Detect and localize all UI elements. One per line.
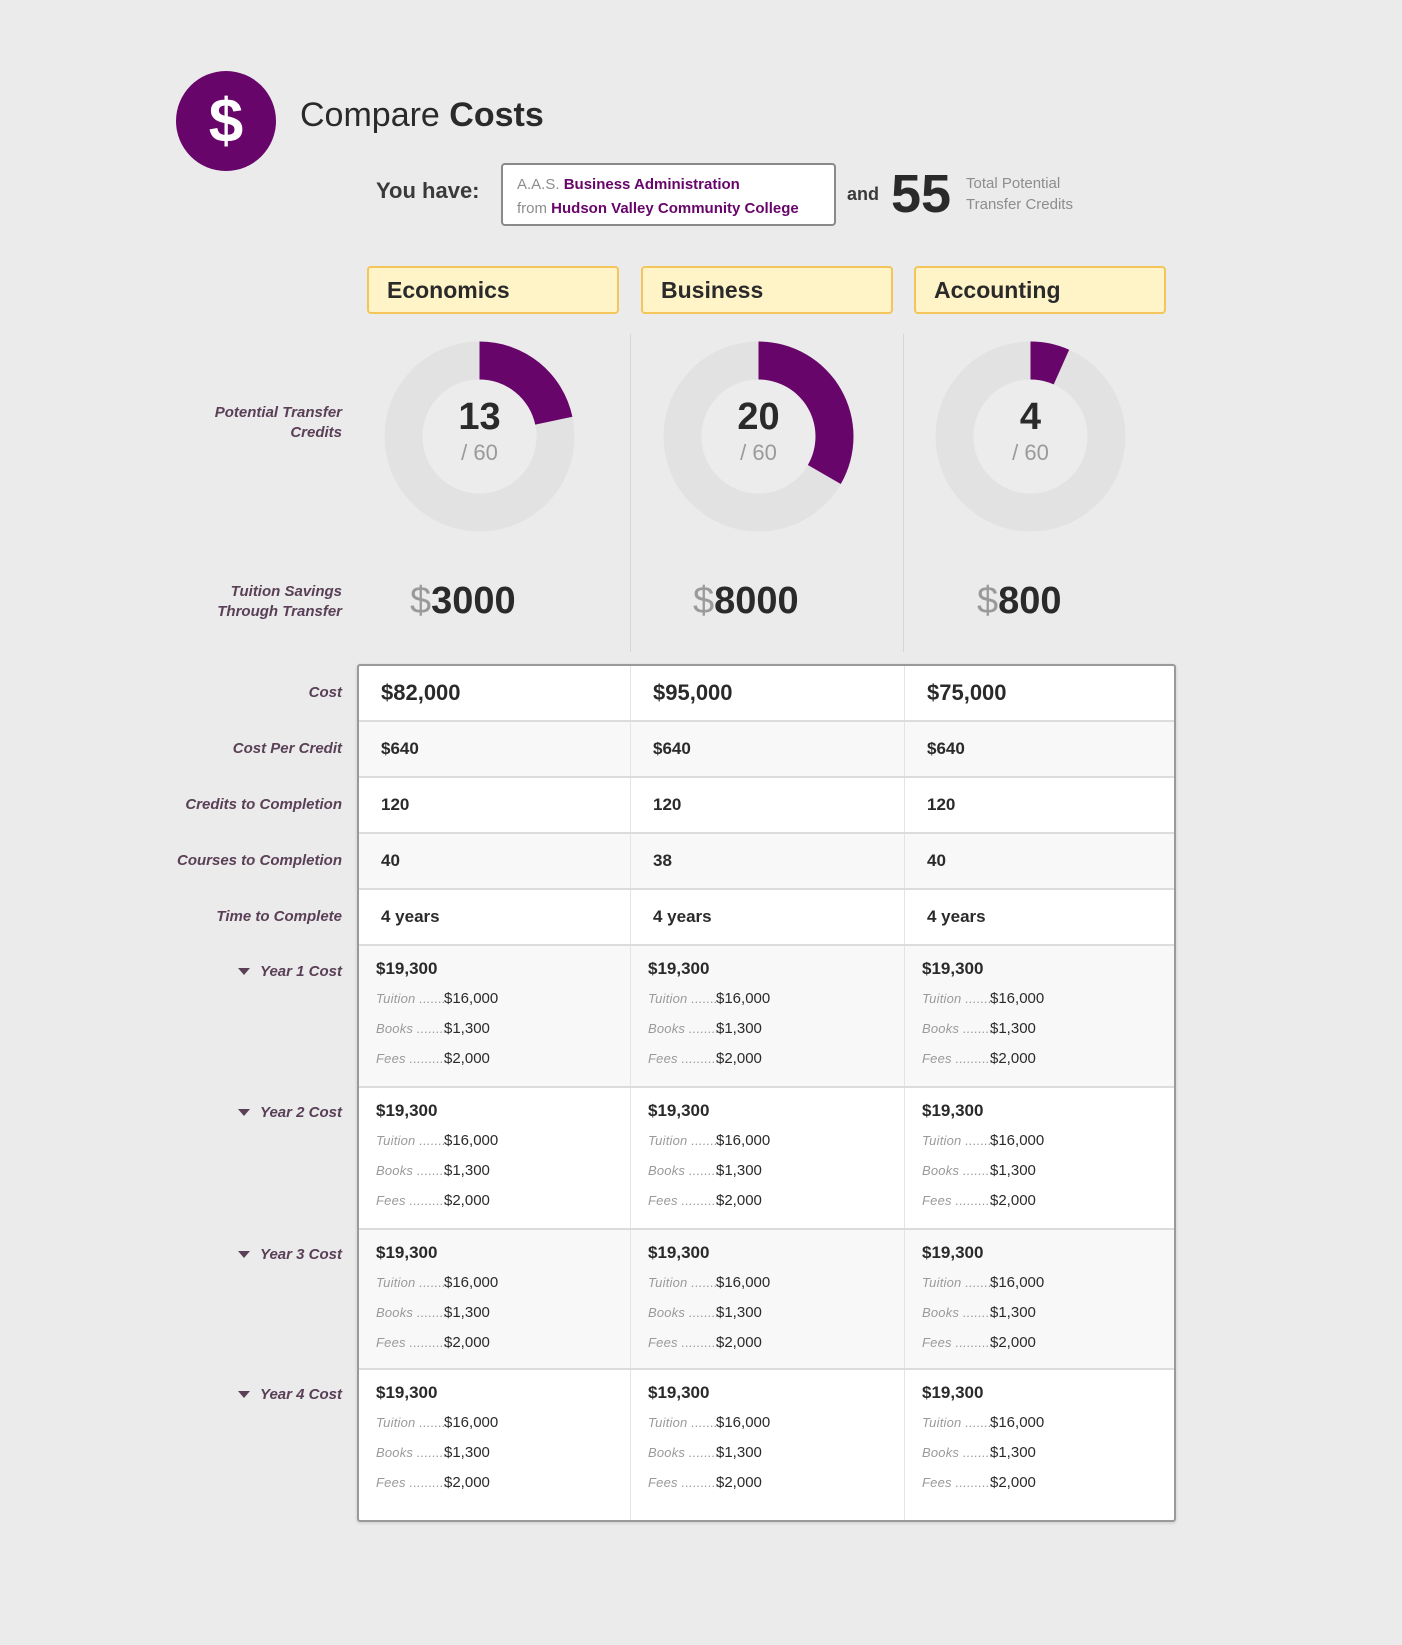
fees-value: $2,000 bbox=[444, 1334, 490, 1351]
fees-line bbox=[648, 1050, 762, 1067]
credits-to-completion-value: 120 bbox=[927, 795, 956, 814]
tuition-line bbox=[376, 1414, 498, 1431]
tuition-value: $16,000 bbox=[716, 1274, 771, 1291]
tuition-label: Tuition ....... bbox=[922, 1133, 992, 1148]
year-total: $19,300 bbox=[922, 1243, 984, 1262]
table-cell bbox=[359, 778, 631, 832]
fees-value: $2,000 bbox=[990, 1050, 1036, 1067]
year-total: $19,300 bbox=[376, 1383, 438, 1402]
books-value: $1,300 bbox=[990, 1304, 1036, 1321]
books-label: Books ........ bbox=[648, 1445, 720, 1460]
total-credits-label-line1: Total Potential bbox=[966, 175, 1061, 192]
you-have-label: You have: bbox=[376, 178, 480, 203]
year-total: $19,300 bbox=[922, 1383, 984, 1402]
fees-label: Fees .......... bbox=[376, 1051, 448, 1066]
tuition-value: $16,000 bbox=[990, 1132, 1045, 1149]
cost-per-credit-value: $640 bbox=[653, 739, 691, 758]
books-value: $1,300 bbox=[716, 1162, 762, 1179]
chevron-down-icon bbox=[238, 1391, 250, 1398]
tuition-value: $16,000 bbox=[716, 990, 771, 1007]
fees-label: Fees .......... bbox=[922, 1475, 994, 1490]
table-cell bbox=[359, 1370, 631, 1520]
books-line bbox=[922, 1162, 1036, 1179]
tuition-value: $16,000 bbox=[990, 990, 1045, 1007]
row-label-time-to-complete: Time to Complete bbox=[216, 908, 342, 925]
savings-amount: 3000 bbox=[431, 580, 516, 622]
table-cell bbox=[631, 1230, 905, 1368]
books-line bbox=[648, 1020, 762, 1037]
row-label-savings-line1: Tuition Savings bbox=[230, 583, 342, 600]
credits-donut-economics bbox=[383, 340, 576, 533]
savings-amount: 800 bbox=[998, 580, 1062, 622]
books-label: Books ........ bbox=[648, 1021, 720, 1036]
comparison-table bbox=[357, 664, 1176, 1522]
fees-value: $2,000 bbox=[444, 1192, 490, 1209]
row-label-savings bbox=[217, 582, 342, 622]
row-label-savings-line2: Through Transfer bbox=[217, 603, 342, 620]
fees-value: $2,000 bbox=[716, 1192, 762, 1209]
tuition-value: $16,000 bbox=[444, 1274, 499, 1291]
year-total: $19,300 bbox=[376, 1101, 438, 1120]
table-cell bbox=[359, 722, 631, 776]
credits-to-completion-value: 120 bbox=[653, 795, 682, 814]
year-total: $19,300 bbox=[376, 959, 438, 978]
tuition-label: Tuition ....... bbox=[376, 991, 446, 1006]
page-title-bold: Costs bbox=[449, 96, 544, 134]
books-value: $1,300 bbox=[716, 1304, 762, 1321]
time-to-complete-value: 4 years bbox=[653, 907, 712, 926]
table-row-cost bbox=[359, 666, 1174, 722]
tuition-label: Tuition ....... bbox=[922, 1415, 992, 1430]
cost-value: $95,000 bbox=[653, 680, 733, 705]
tuition-value: $16,000 bbox=[990, 1414, 1045, 1431]
books-label: Books ........ bbox=[376, 1445, 448, 1460]
fees-label: Fees .......... bbox=[376, 1193, 448, 1208]
major-tab-business[interactable]: Business bbox=[641, 266, 893, 314]
books-value: $1,300 bbox=[444, 1162, 490, 1179]
tuition-line bbox=[648, 1274, 770, 1291]
credits-of-total: / 60 bbox=[461, 439, 498, 465]
major-tab-economics[interactable]: Economics bbox=[367, 266, 619, 314]
books-value: $1,300 bbox=[990, 1162, 1036, 1179]
books-value: $1,300 bbox=[444, 1020, 490, 1037]
table-cell bbox=[631, 666, 905, 720]
total-credits-label bbox=[966, 173, 1096, 215]
tuition-line bbox=[922, 1414, 1044, 1431]
table-cell bbox=[631, 1370, 905, 1520]
savings-business bbox=[693, 580, 799, 623]
row-label-courses-to-completion: Courses to Completion bbox=[176, 852, 342, 869]
fees-label: Fees .......... bbox=[922, 1193, 994, 1208]
row-label-transfer-credits-line1: Potential Transfer bbox=[214, 404, 342, 421]
books-label: Books ........ bbox=[922, 1163, 994, 1178]
table-row-credits-to-completion bbox=[359, 778, 1174, 834]
fees-line bbox=[376, 1334, 490, 1351]
page-title-prefix: Compare bbox=[300, 96, 440, 134]
books-value: $1,300 bbox=[716, 1020, 762, 1037]
row-label-year4-text: Year 4 Cost bbox=[260, 1386, 342, 1403]
books-label: Books ........ bbox=[922, 1021, 994, 1036]
table-cell bbox=[905, 1370, 1174, 1520]
table-row-year1 bbox=[359, 946, 1174, 1088]
fees-value: $2,000 bbox=[444, 1050, 490, 1067]
table-row-time-to-complete bbox=[359, 890, 1174, 946]
dollar-logo-icon bbox=[176, 71, 276, 171]
books-label: Books ........ bbox=[922, 1445, 994, 1460]
fees-value: $2,000 bbox=[990, 1192, 1036, 1209]
row-label-year2[interactable] bbox=[238, 1103, 342, 1123]
year-total: $19,300 bbox=[922, 959, 984, 978]
fees-value: $2,000 bbox=[990, 1334, 1036, 1351]
table-row-year3 bbox=[359, 1230, 1174, 1370]
books-label: Books ........ bbox=[922, 1305, 994, 1320]
table-cell bbox=[359, 834, 631, 888]
table-cell bbox=[631, 722, 905, 776]
logo-symbol: $ bbox=[208, 86, 244, 156]
page-title bbox=[300, 96, 544, 135]
books-label: Books ........ bbox=[648, 1163, 720, 1178]
books-label: Books ........ bbox=[648, 1305, 720, 1320]
school-name: Hudson Valley Community College bbox=[551, 200, 799, 217]
fees-label: Fees .......... bbox=[648, 1475, 720, 1490]
row-label-year3[interactable] bbox=[238, 1245, 342, 1265]
fees-line bbox=[922, 1474, 1036, 1491]
fees-line bbox=[922, 1192, 1036, 1209]
chevron-down-icon bbox=[238, 1109, 250, 1116]
year-total: $19,300 bbox=[648, 1383, 710, 1402]
table-row-year2 bbox=[359, 1088, 1174, 1230]
savings-amount: 8000 bbox=[714, 580, 799, 622]
credits-of-total: / 60 bbox=[1012, 439, 1049, 465]
row-label-cost: Cost bbox=[308, 684, 342, 701]
degree-prefix: A.A.S. bbox=[517, 176, 560, 193]
tuition-label: Tuition ....... bbox=[922, 991, 992, 1006]
fees-label: Fees .......... bbox=[648, 1335, 720, 1350]
credits-donut-business bbox=[662, 340, 855, 533]
chevron-down-icon bbox=[238, 968, 250, 975]
books-value: $1,300 bbox=[444, 1304, 490, 1321]
tuition-label: Tuition ....... bbox=[648, 1415, 718, 1430]
time-to-complete-value: 4 years bbox=[927, 907, 986, 926]
year-total: $19,300 bbox=[648, 1243, 710, 1262]
tuition-label: Tuition ....... bbox=[922, 1275, 992, 1290]
books-value: $1,300 bbox=[444, 1444, 490, 1461]
table-cell bbox=[905, 890, 1174, 944]
table-cell bbox=[905, 778, 1174, 832]
table-cell bbox=[359, 666, 631, 720]
table-cell bbox=[905, 666, 1174, 720]
tuition-line bbox=[922, 990, 1044, 1007]
tuition-line bbox=[922, 1274, 1044, 1291]
books-line bbox=[376, 1304, 490, 1321]
cost-per-credit-value: $640 bbox=[381, 739, 419, 758]
table-row-year4 bbox=[359, 1370, 1174, 1520]
fees-line bbox=[376, 1192, 490, 1209]
row-label-credits-to-completion: Credits to Completion bbox=[185, 796, 342, 813]
fees-label: Fees .......... bbox=[648, 1051, 720, 1066]
tuition-line bbox=[376, 990, 498, 1007]
books-line bbox=[648, 1444, 762, 1461]
tuition-line bbox=[922, 1132, 1044, 1149]
row-label-year3-text: Year 3 Cost bbox=[260, 1246, 342, 1263]
tuition-value: $16,000 bbox=[990, 1274, 1045, 1291]
tuition-label: Tuition ....... bbox=[648, 991, 718, 1006]
books-line bbox=[922, 1444, 1036, 1461]
total-credits-value: 55 bbox=[891, 164, 952, 224]
savings-symbol: $ bbox=[410, 580, 432, 622]
total-credits-label-line2: Transfer Credits bbox=[966, 196, 1073, 213]
fees-line bbox=[922, 1050, 1036, 1067]
tuition-line bbox=[648, 1414, 770, 1431]
from-label: from bbox=[517, 200, 547, 217]
tuition-line bbox=[648, 1132, 770, 1149]
courses-to-completion-value: 40 bbox=[381, 851, 400, 870]
table-cell bbox=[631, 778, 905, 832]
table-cell bbox=[359, 946, 631, 1086]
cost-value: $82,000 bbox=[381, 680, 461, 705]
books-label: Books ........ bbox=[376, 1163, 448, 1178]
fees-label: Fees .......... bbox=[922, 1335, 994, 1350]
books-line bbox=[376, 1444, 490, 1461]
courses-to-completion-value: 40 bbox=[927, 851, 946, 870]
table-row-cost-per-credit bbox=[359, 722, 1174, 778]
fees-line bbox=[922, 1334, 1036, 1351]
fees-line bbox=[648, 1334, 762, 1351]
savings-symbol: $ bbox=[977, 580, 999, 622]
fees-label: Fees .......... bbox=[376, 1335, 448, 1350]
tuition-value: $16,000 bbox=[444, 1414, 499, 1431]
cost-value: $75,000 bbox=[927, 680, 1007, 705]
table-cell bbox=[631, 834, 905, 888]
books-label: Books ........ bbox=[376, 1021, 448, 1036]
column-divider bbox=[903, 334, 904, 652]
credits-value: 13 bbox=[458, 395, 501, 438]
program-selector[interactable] bbox=[501, 163, 836, 226]
fees-line bbox=[648, 1192, 762, 1209]
books-line bbox=[648, 1162, 762, 1179]
row-label-year4[interactable] bbox=[238, 1385, 342, 1405]
row-label-cost-per-credit: Cost Per Credit bbox=[232, 740, 342, 757]
tuition-label: Tuition ....... bbox=[376, 1415, 446, 1430]
table-cell bbox=[631, 946, 905, 1086]
tuition-value: $16,000 bbox=[716, 1414, 771, 1431]
tuition-label: Tuition ....... bbox=[376, 1275, 446, 1290]
credits-value: 4 bbox=[1019, 395, 1042, 438]
tuition-value: $16,000 bbox=[716, 1132, 771, 1149]
books-line bbox=[648, 1304, 762, 1321]
books-value: $1,300 bbox=[716, 1444, 762, 1461]
tuition-line bbox=[376, 1132, 498, 1149]
fees-label: Fees .......... bbox=[922, 1051, 994, 1066]
row-label-transfer-credits bbox=[215, 403, 342, 443]
fees-value: $2,000 bbox=[716, 1334, 762, 1351]
table-cell bbox=[631, 1088, 905, 1228]
tuition-value: $16,000 bbox=[444, 1132, 499, 1149]
fees-label: Fees .......... bbox=[376, 1475, 448, 1490]
tuition-label: Tuition ....... bbox=[648, 1133, 718, 1148]
credits-value: 20 bbox=[737, 395, 780, 438]
books-value: $1,300 bbox=[990, 1020, 1036, 1037]
tuition-line bbox=[648, 990, 770, 1007]
table-cell bbox=[905, 946, 1174, 1086]
table-row-courses-to-completion bbox=[359, 834, 1174, 890]
tuition-value: $16,000 bbox=[444, 990, 499, 1007]
fees-value: $2,000 bbox=[716, 1050, 762, 1067]
row-label-transfer-credits-line2: Credits bbox=[290, 424, 342, 441]
fees-label: Fees .......... bbox=[648, 1193, 720, 1208]
table-cell bbox=[905, 834, 1174, 888]
courses-to-completion-value: 38 bbox=[653, 851, 672, 870]
tuition-line bbox=[376, 1274, 498, 1291]
table-cell bbox=[631, 890, 905, 944]
row-label-year2-text: Year 2 Cost bbox=[260, 1104, 342, 1121]
degree-name: Business Administration bbox=[563, 176, 740, 193]
savings-symbol: $ bbox=[693, 580, 715, 622]
time-to-complete-value: 4 years bbox=[381, 907, 440, 926]
savings-accounting bbox=[977, 580, 1062, 623]
row-label-year1-text: Year 1 Cost bbox=[260, 963, 342, 980]
table-cell bbox=[359, 1230, 631, 1368]
row-label-year1[interactable] bbox=[238, 962, 342, 982]
credits-donut-accounting bbox=[934, 340, 1127, 533]
books-label: Books ........ bbox=[376, 1305, 448, 1320]
books-line bbox=[376, 1020, 490, 1037]
column-divider bbox=[630, 334, 631, 652]
chevron-down-icon bbox=[238, 1251, 250, 1258]
table-cell bbox=[905, 722, 1174, 776]
tuition-label: Tuition ....... bbox=[648, 1275, 718, 1290]
fees-line bbox=[376, 1474, 490, 1491]
fees-line bbox=[376, 1050, 490, 1067]
books-line bbox=[376, 1162, 490, 1179]
major-tab-accounting[interactable]: Accounting bbox=[914, 266, 1166, 314]
fees-value: $2,000 bbox=[716, 1474, 762, 1491]
fees-value: $2,000 bbox=[444, 1474, 490, 1491]
cost-per-credit-value: $640 bbox=[927, 739, 965, 758]
year-total: $19,300 bbox=[648, 959, 710, 978]
savings-economics bbox=[410, 580, 516, 623]
year-total: $19,300 bbox=[922, 1101, 984, 1120]
table-cell bbox=[905, 1230, 1174, 1368]
table-cell bbox=[359, 1088, 631, 1228]
tuition-label: Tuition ....... bbox=[376, 1133, 446, 1148]
year-total: $19,300 bbox=[376, 1243, 438, 1262]
table-cell bbox=[359, 890, 631, 944]
table-cell bbox=[905, 1088, 1174, 1228]
and-label: and bbox=[847, 184, 880, 204]
books-line bbox=[922, 1020, 1036, 1037]
fees-line bbox=[648, 1474, 762, 1491]
year-total: $19,300 bbox=[648, 1101, 710, 1120]
credits-to-completion-value: 120 bbox=[381, 795, 410, 814]
books-value: $1,300 bbox=[990, 1444, 1036, 1461]
fees-value: $2,000 bbox=[990, 1474, 1036, 1491]
credits-of-total: / 60 bbox=[740, 439, 777, 465]
books-line bbox=[922, 1304, 1036, 1321]
